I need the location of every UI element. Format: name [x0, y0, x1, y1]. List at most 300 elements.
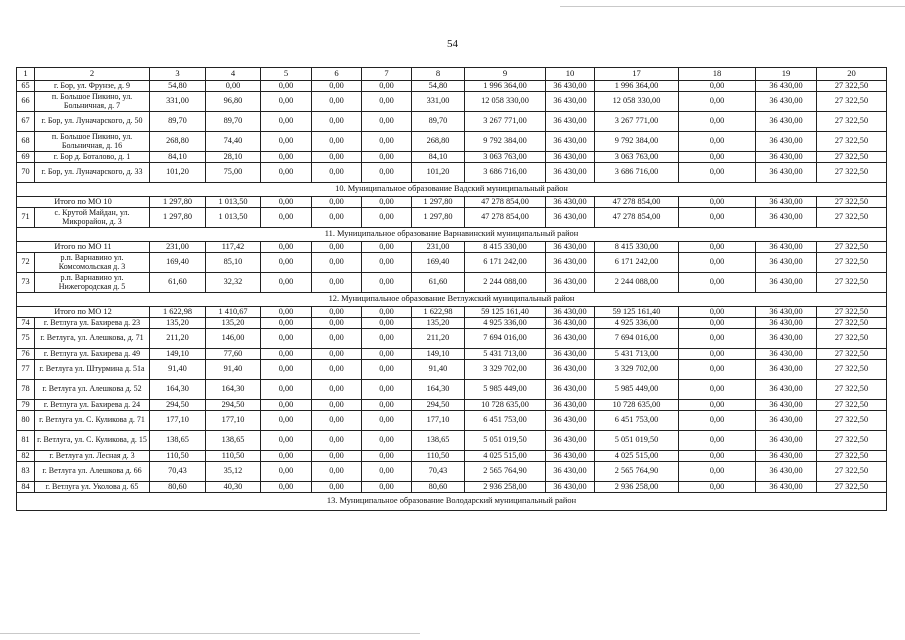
value-cell: 47 278 854,00 [595, 208, 679, 228]
housing-registry-table [16, 67, 887, 511]
address-cell: р.п. Варнавино ул. Комсомольская д. 3 [35, 253, 150, 273]
total-cell: 1 622,98 [150, 307, 206, 318]
value-cell: 36 430,00 [546, 380, 595, 400]
value-cell: 0,00 [679, 411, 756, 431]
total-cell: 27 322,50 [817, 197, 887, 208]
value-cell: 0,00 [362, 360, 412, 380]
value-cell: 96,80 [206, 92, 261, 112]
value-cell: 0,00 [312, 400, 362, 411]
header-cell: 19 [756, 68, 817, 81]
value-cell: 0,00 [312, 318, 362, 329]
value-cell: 70,43 [150, 462, 206, 482]
value-cell: 0,00 [312, 349, 362, 360]
table-row [17, 462, 887, 482]
value-cell: 0,00 [312, 462, 362, 482]
total-cell: 8 415 330,00 [595, 242, 679, 253]
value-cell: 0,00 [679, 349, 756, 360]
value-cell: 36 430,00 [756, 329, 817, 349]
table-row [17, 400, 887, 411]
value-cell: 164,30 [206, 380, 261, 400]
total-label: Итого по МО 10 [17, 197, 150, 208]
total-cell: 59 125 161,40 [465, 307, 546, 318]
value-cell: 0,00 [679, 208, 756, 228]
value-cell: 4 025 515,00 [465, 451, 546, 462]
total-row [17, 307, 887, 318]
value-cell: 110,50 [150, 451, 206, 462]
table-body [17, 68, 887, 511]
value-cell: 0,00 [261, 112, 312, 132]
value-cell: 12 058 330,00 [465, 92, 546, 112]
value-cell: 27 322,50 [817, 380, 887, 400]
total-cell: 0,00 [362, 197, 412, 208]
value-cell: 0,00 [362, 163, 412, 183]
value-cell: 36 430,00 [756, 349, 817, 360]
value-cell: 101,20 [150, 163, 206, 183]
value-cell: 0,00 [312, 329, 362, 349]
address-cell: г. Бор, ул. Луначарского, д. 50 [35, 112, 150, 132]
value-cell: 138,65 [206, 431, 261, 451]
value-cell: 0,00 [312, 152, 362, 163]
value-cell: 0,00 [679, 253, 756, 273]
total-cell: 36 430,00 [546, 242, 595, 253]
header-cell: 5 [261, 68, 312, 81]
value-cell: 27 322,50 [817, 112, 887, 132]
address-cell: г. Бор, ул. Луначарского, д. 33 [35, 163, 150, 183]
value-cell: 27 322,50 [817, 360, 887, 380]
address-cell: г. Ветлуга ул. Лесная д. 3 [35, 451, 150, 462]
header-cell: 20 [817, 68, 887, 81]
value-cell: 36 430,00 [756, 132, 817, 152]
value-cell: 164,30 [412, 380, 465, 400]
header-cell: 17 [595, 68, 679, 81]
value-cell: 5 051 019,50 [465, 431, 546, 451]
total-row [17, 197, 887, 208]
row-number: 70 [17, 163, 35, 183]
value-cell: 36 430,00 [756, 208, 817, 228]
value-cell: 40,30 [206, 482, 261, 493]
value-cell: 36 430,00 [756, 360, 817, 380]
value-cell: 1 297,80 [412, 208, 465, 228]
value-cell: 0,00 [679, 451, 756, 462]
value-cell: 77,60 [206, 349, 261, 360]
section-row [17, 183, 887, 197]
value-cell: 331,00 [412, 92, 465, 112]
header-cell: 3 [150, 68, 206, 81]
value-cell: 0,00 [362, 462, 412, 482]
value-cell: 70,43 [412, 462, 465, 482]
value-cell: 36 430,00 [546, 482, 595, 493]
row-number: 75 [17, 329, 35, 349]
table-row [17, 208, 887, 228]
value-cell: 2 565 764,90 [595, 462, 679, 482]
value-cell: 3 686 716,00 [465, 163, 546, 183]
total-cell: 8 415 330,00 [465, 242, 546, 253]
value-cell: 2 565 764,90 [465, 462, 546, 482]
value-cell: 149,10 [150, 349, 206, 360]
value-cell: 0,00 [261, 318, 312, 329]
value-cell: 0,00 [312, 273, 362, 293]
value-cell: 27 322,50 [817, 451, 887, 462]
total-cell: 1 013,50 [206, 197, 261, 208]
value-cell: 0,00 [362, 81, 412, 92]
value-cell: 36 430,00 [546, 112, 595, 132]
table-row [17, 451, 887, 462]
table-row [17, 112, 887, 132]
value-cell: 0,00 [261, 132, 312, 152]
value-cell: 27 322,50 [817, 152, 887, 163]
table-row [17, 380, 887, 400]
value-cell: 138,65 [412, 431, 465, 451]
value-cell: 294,50 [150, 400, 206, 411]
value-cell: 84,10 [150, 152, 206, 163]
value-cell: 36 430,00 [756, 318, 817, 329]
value-cell: 211,20 [150, 329, 206, 349]
value-cell: 0,00 [312, 253, 362, 273]
section-row [17, 493, 887, 511]
total-cell: 47 278 854,00 [595, 197, 679, 208]
value-cell: 54,80 [150, 81, 206, 92]
value-cell: 54,80 [412, 81, 465, 92]
total-cell: 231,00 [150, 242, 206, 253]
value-cell: 36 430,00 [546, 462, 595, 482]
value-cell: 32,32 [206, 273, 261, 293]
value-cell: 80,60 [412, 482, 465, 493]
value-cell: 0,00 [261, 431, 312, 451]
value-cell: 0,00 [261, 411, 312, 431]
value-cell: 0,00 [362, 482, 412, 493]
value-cell: 0,00 [679, 329, 756, 349]
value-cell: 0,00 [362, 152, 412, 163]
value-cell: 91,40 [412, 360, 465, 380]
total-cell: 36 430,00 [546, 307, 595, 318]
value-cell: 36 430,00 [756, 273, 817, 293]
value-cell: 3 063 763,00 [595, 152, 679, 163]
total-cell: 36 430,00 [756, 242, 817, 253]
value-cell: 75,00 [206, 163, 261, 183]
value-cell: 177,10 [206, 411, 261, 431]
section-title: 13. Муниципальное образование Володарский муниципальный район [17, 493, 887, 511]
value-cell: 0,00 [679, 273, 756, 293]
row-number: 81 [17, 431, 35, 451]
value-cell: 3 063 763,00 [465, 152, 546, 163]
total-cell: 0,00 [679, 307, 756, 318]
value-cell: 36 430,00 [756, 451, 817, 462]
value-cell: 0,00 [679, 318, 756, 329]
value-cell: 0,00 [312, 92, 362, 112]
value-cell: 36 430,00 [546, 451, 595, 462]
value-cell: 0,00 [362, 349, 412, 360]
table-row [17, 329, 887, 349]
value-cell: 27 322,50 [817, 273, 887, 293]
scan-edge-top [560, 6, 905, 7]
value-cell: 84,10 [412, 152, 465, 163]
value-cell: 5 431 713,00 [595, 349, 679, 360]
value-cell: 4 925 336,00 [465, 318, 546, 329]
value-cell: 0,00 [312, 112, 362, 132]
value-cell: 146,00 [206, 329, 261, 349]
total-cell: 0,00 [679, 242, 756, 253]
value-cell: 177,10 [412, 411, 465, 431]
total-cell: 27 322,50 [817, 242, 887, 253]
address-cell: г. Ветлуга ул. С. Куликова д. 71 [35, 411, 150, 431]
row-number: 72 [17, 253, 35, 273]
total-cell: 1 297,80 [412, 197, 465, 208]
address-cell: г. Ветлуга, ул. Алешкова, д. 71 [35, 329, 150, 349]
value-cell: 101,20 [412, 163, 465, 183]
total-cell: 36 430,00 [756, 197, 817, 208]
value-cell: 0,00 [679, 163, 756, 183]
value-cell: 36 430,00 [546, 431, 595, 451]
value-cell: 0,00 [362, 253, 412, 273]
value-cell: 0,00 [261, 451, 312, 462]
address-cell: г. Ветлуга ул. Уколова д. 65 [35, 482, 150, 493]
row-number: 67 [17, 112, 35, 132]
value-cell: 36 430,00 [546, 318, 595, 329]
value-cell: 1 996 364,00 [465, 81, 546, 92]
value-cell: 6 171 242,00 [465, 253, 546, 273]
value-cell: 0,00 [312, 451, 362, 462]
value-cell: 0,00 [261, 253, 312, 273]
value-cell: 36 430,00 [756, 163, 817, 183]
value-cell: 0,00 [312, 431, 362, 451]
value-cell: 0,00 [362, 329, 412, 349]
value-cell: 6 171 242,00 [595, 253, 679, 273]
value-cell: 0,00 [362, 208, 412, 228]
header-cell: 4 [206, 68, 261, 81]
table-row [17, 349, 887, 360]
header-cell: 9 [465, 68, 546, 81]
value-cell: 164,30 [150, 380, 206, 400]
value-cell: 0,00 [261, 92, 312, 112]
value-cell: 0,00 [312, 163, 362, 183]
value-cell: 211,20 [412, 329, 465, 349]
value-cell: 0,00 [362, 431, 412, 451]
value-cell: 0,00 [679, 400, 756, 411]
value-cell: 27 322,50 [817, 411, 887, 431]
section-title: 11. Муниципальное образование Варнавинский муниципальный район [17, 228, 887, 242]
value-cell: 0,00 [261, 462, 312, 482]
value-cell: 1 297,80 [150, 208, 206, 228]
table-row [17, 411, 887, 431]
value-cell: 27 322,50 [817, 208, 887, 228]
value-cell: 0,00 [261, 360, 312, 380]
address-cell: г. Ветлуга ул. Штурмина д. 51а [35, 360, 150, 380]
value-cell: 27 322,50 [817, 400, 887, 411]
value-cell: 36 430,00 [546, 163, 595, 183]
value-cell: 36 430,00 [756, 400, 817, 411]
header-cell: 2 [35, 68, 150, 81]
value-cell: 80,60 [150, 482, 206, 493]
header-cell: 7 [362, 68, 412, 81]
value-cell: 0,00 [261, 329, 312, 349]
row-number: 76 [17, 349, 35, 360]
address-cell: г. Ветлуга ул. Алешкова д. 66 [35, 462, 150, 482]
header-cell: 8 [412, 68, 465, 81]
value-cell: 10 728 635,00 [465, 400, 546, 411]
value-cell: 0,00 [261, 349, 312, 360]
value-cell: 0,00 [362, 400, 412, 411]
value-cell: 0,00 [362, 273, 412, 293]
value-cell: 2 936 258,00 [465, 482, 546, 493]
row-number: 69 [17, 152, 35, 163]
value-cell: 27 322,50 [817, 431, 887, 451]
value-cell: 27 322,50 [817, 163, 887, 183]
value-cell: 12 058 330,00 [595, 92, 679, 112]
value-cell: 268,80 [412, 132, 465, 152]
row-number: 77 [17, 360, 35, 380]
value-cell: 138,65 [150, 431, 206, 451]
value-cell: 27 322,50 [817, 482, 887, 493]
value-cell: 3 329 702,00 [595, 360, 679, 380]
value-cell: 110,50 [206, 451, 261, 462]
row-number: 65 [17, 81, 35, 92]
total-cell: 59 125 161,40 [595, 307, 679, 318]
value-cell: 36 430,00 [546, 360, 595, 380]
total-cell: 47 278 854,00 [465, 197, 546, 208]
value-cell: 0,00 [312, 81, 362, 92]
value-cell: 0,00 [362, 451, 412, 462]
value-cell: 0,00 [261, 273, 312, 293]
value-cell: 36 430,00 [546, 132, 595, 152]
value-cell: 0,00 [679, 360, 756, 380]
value-cell: 35,12 [206, 462, 261, 482]
address-cell: п. Большое Пикино, ул. Больничная, д. 7 [35, 92, 150, 112]
value-cell: 36 430,00 [546, 81, 595, 92]
value-cell: 27 322,50 [817, 349, 887, 360]
row-number: 79 [17, 400, 35, 411]
value-cell: 0,00 [206, 81, 261, 92]
value-cell: 36 430,00 [756, 81, 817, 92]
value-cell: 4 025 515,00 [595, 451, 679, 462]
value-cell: 0,00 [679, 81, 756, 92]
value-cell: 2 244 088,00 [465, 273, 546, 293]
row-number: 66 [17, 92, 35, 112]
header-cell: 10 [546, 68, 595, 81]
section-row [17, 293, 887, 307]
value-cell: 0,00 [362, 318, 412, 329]
value-cell: 36 430,00 [546, 411, 595, 431]
total-cell: 0,00 [362, 307, 412, 318]
value-cell: 3 267 771,00 [465, 112, 546, 132]
value-cell: 0,00 [261, 208, 312, 228]
total-cell: 0,00 [312, 242, 362, 253]
value-cell: 0,00 [679, 431, 756, 451]
value-cell: 7 694 016,00 [465, 329, 546, 349]
value-cell: 135,20 [206, 318, 261, 329]
value-cell: 5 051 019,50 [595, 431, 679, 451]
header-row [17, 68, 887, 81]
address-cell: г. Ветлуга ул. Бахирева д. 49 [35, 349, 150, 360]
table-row [17, 431, 887, 451]
value-cell: 135,20 [412, 318, 465, 329]
value-cell: 27 322,50 [817, 318, 887, 329]
section-title: 12. Муниципальное образование Ветлужский муниципальный район [17, 293, 887, 307]
row-number: 74 [17, 318, 35, 329]
value-cell: 4 925 336,00 [595, 318, 679, 329]
value-cell: 0,00 [362, 380, 412, 400]
value-cell: 0,00 [679, 132, 756, 152]
value-cell: 9 792 384,00 [595, 132, 679, 152]
value-cell: 61,60 [412, 273, 465, 293]
table-row [17, 253, 887, 273]
table-row [17, 163, 887, 183]
value-cell: 10 728 635,00 [595, 400, 679, 411]
total-cell: 0,00 [312, 197, 362, 208]
row-number: 80 [17, 411, 35, 431]
value-cell: 36 430,00 [546, 253, 595, 273]
section-title: 10. Муниципальное образование Вадский муниципальный район [17, 183, 887, 197]
value-cell: 27 322,50 [817, 329, 887, 349]
address-cell: г. Ветлуга ул. Бахирева д. 24 [35, 400, 150, 411]
value-cell: 0,00 [312, 380, 362, 400]
scan-edge-bottom [0, 633, 420, 634]
value-cell: 149,10 [412, 349, 465, 360]
value-cell: 36 430,00 [756, 92, 817, 112]
total-cell: 0,00 [261, 307, 312, 318]
value-cell: 36 430,00 [546, 273, 595, 293]
total-cell: 231,00 [412, 242, 465, 253]
row-number: 68 [17, 132, 35, 152]
value-cell: 3 686 716,00 [595, 163, 679, 183]
address-cell: г. Бор, ул. Фрунзе, д. 9 [35, 81, 150, 92]
row-number: 82 [17, 451, 35, 462]
value-cell: 36 430,00 [756, 380, 817, 400]
value-cell: 0,00 [312, 360, 362, 380]
value-cell: 6 451 753,00 [465, 411, 546, 431]
value-cell: 36 430,00 [546, 329, 595, 349]
value-cell: 0,00 [261, 482, 312, 493]
value-cell: 5 985 449,00 [465, 380, 546, 400]
value-cell: 89,70 [412, 112, 465, 132]
value-cell: 331,00 [150, 92, 206, 112]
value-cell: 0,00 [261, 400, 312, 411]
value-cell: 0,00 [362, 112, 412, 132]
total-cell: 117,42 [206, 242, 261, 253]
value-cell: 0,00 [362, 132, 412, 152]
address-cell: с. Крутой Майдан, ул. Микрорайон, д. 3 [35, 208, 150, 228]
value-cell: 0,00 [679, 380, 756, 400]
value-cell: 27 322,50 [817, 92, 887, 112]
value-cell: 74,40 [206, 132, 261, 152]
table-row [17, 92, 887, 112]
row-number: 78 [17, 380, 35, 400]
value-cell: 0,00 [679, 92, 756, 112]
row-number: 83 [17, 462, 35, 482]
value-cell: 0,00 [312, 208, 362, 228]
value-cell: 0,00 [679, 482, 756, 493]
value-cell: 169,40 [412, 253, 465, 273]
total-cell: 0,00 [261, 197, 312, 208]
value-cell: 27 322,50 [817, 132, 887, 152]
value-cell: 268,80 [150, 132, 206, 152]
value-cell: 89,70 [150, 112, 206, 132]
row-number: 71 [17, 208, 35, 228]
value-cell: 135,20 [150, 318, 206, 329]
total-cell: 1 297,80 [150, 197, 206, 208]
value-cell: 36 430,00 [546, 152, 595, 163]
value-cell: 0,00 [362, 92, 412, 112]
address-cell: г. Ветлуга ул. Бахирева д. 23 [35, 318, 150, 329]
total-cell: 0,00 [679, 197, 756, 208]
value-cell: 6 451 753,00 [595, 411, 679, 431]
value-cell: 61,60 [150, 273, 206, 293]
value-cell: 0,00 [261, 152, 312, 163]
table-row [17, 273, 887, 293]
value-cell: 294,50 [206, 400, 261, 411]
address-cell: р.п. Варнавино ул. Нижегородская д. 5 [35, 273, 150, 293]
table-row [17, 318, 887, 329]
value-cell: 36 430,00 [756, 431, 817, 451]
